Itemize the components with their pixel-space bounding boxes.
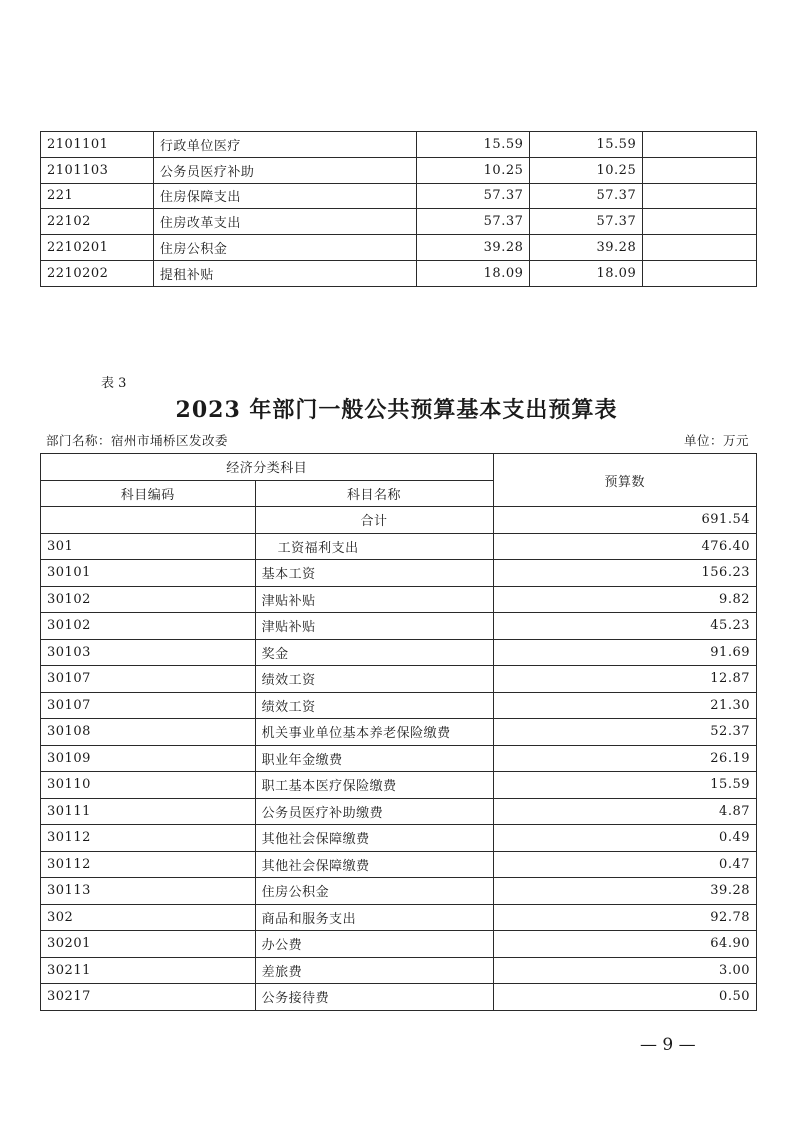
- table-row: [41, 157, 757, 183]
- header-code: 科目编码: [41, 480, 256, 507]
- total-amount: 691.54: [493, 507, 756, 534]
- project-cell: [643, 132, 757, 158]
- code-cell: 30102: [41, 613, 256, 640]
- amount-cell: 52.37: [493, 719, 756, 746]
- amount-cell: 0.49: [493, 825, 756, 852]
- table-row: [41, 878, 757, 905]
- amount-cell: 64.90: [493, 931, 756, 958]
- total-name: 合计: [255, 507, 493, 534]
- basic-cell: 18.09: [530, 260, 643, 286]
- table-row: [41, 260, 757, 286]
- table-row: [41, 904, 757, 931]
- table-row: [41, 745, 757, 772]
- name-cell: 其他社会保障缴费: [255, 851, 493, 878]
- header-economic-category: 经济分类科目: [41, 454, 494, 481]
- code-cell: 2210202: [41, 260, 154, 286]
- amount-cell: 0.47: [493, 851, 756, 878]
- total-cell: 57.37: [416, 209, 530, 235]
- table-row: [41, 825, 757, 852]
- name-cell: 住房改革支出: [153, 209, 416, 235]
- top-budget-table: [40, 131, 757, 287]
- table-row: [41, 692, 757, 719]
- table-row: [41, 957, 757, 984]
- table-row: [41, 183, 757, 209]
- code-cell: 30107: [41, 666, 256, 693]
- amount-cell: 9.82: [493, 586, 756, 613]
- project-cell: [643, 260, 757, 286]
- total-code: [41, 507, 256, 534]
- amount-cell: 12.87: [493, 666, 756, 693]
- name-cell: 绩效工资: [255, 692, 493, 719]
- name-cell: 绩效工资: [255, 666, 493, 693]
- name-cell: 职工基本医疗保险缴费: [255, 772, 493, 799]
- code-cell: 30102: [41, 586, 256, 613]
- project-cell: [643, 235, 757, 261]
- table-number: 表 3: [101, 376, 127, 391]
- basic-expenditure-table: [40, 453, 757, 1011]
- name-cell: 机关事业单位基本养老保险缴费: [255, 719, 493, 746]
- code-cell: 2101103: [41, 157, 154, 183]
- code-cell: 302: [41, 904, 256, 931]
- basic-cell: 10.25: [530, 157, 643, 183]
- amount-cell: 4.87: [493, 798, 756, 825]
- table-row: [41, 931, 757, 958]
- code-cell: 2210201: [41, 235, 154, 261]
- amount-cell: 39.28: [493, 878, 756, 905]
- table-row: [41, 132, 757, 158]
- department-label: 部门名称：宿州市埇桥区发改委: [46, 433, 229, 448]
- amount-cell: 0.50: [493, 984, 756, 1011]
- name-cell: 公务员医疗补助: [153, 157, 416, 183]
- amount-cell: 91.69: [493, 639, 756, 666]
- table-row: [41, 984, 757, 1011]
- code-cell: 30103: [41, 639, 256, 666]
- total-cell: 10.25: [416, 157, 530, 183]
- amount-cell: 156.23: [493, 560, 756, 587]
- table-row: [41, 639, 757, 666]
- basic-cell: 57.37: [530, 183, 643, 209]
- name-cell: 办公费: [255, 931, 493, 958]
- name-cell: 公务接待费: [255, 984, 493, 1011]
- table-row: [41, 772, 757, 799]
- code-cell: 22102: [41, 209, 154, 235]
- basic-cell: 15.59: [530, 132, 643, 158]
- name-cell: 基本工资: [255, 560, 493, 587]
- name-cell: 商品和服务支出: [255, 904, 493, 931]
- name-cell: 住房保障支出: [153, 183, 416, 209]
- name-cell: 住房公积金: [153, 235, 416, 261]
- table-row: [41, 560, 757, 587]
- amount-cell: 15.59: [493, 772, 756, 799]
- total-cell: 57.37: [416, 183, 530, 209]
- total-cell: 39.28: [416, 235, 530, 261]
- name-cell: 行政单位医疗: [153, 132, 416, 158]
- header-row-group: [41, 454, 757, 481]
- code-cell: 30110: [41, 772, 256, 799]
- project-cell: [643, 209, 757, 235]
- code-cell: 2101101: [41, 132, 154, 158]
- name-cell: 津贴补贴: [255, 613, 493, 640]
- code-cell: 30211: [41, 957, 256, 984]
- amount-cell: 21.30: [493, 692, 756, 719]
- project-cell: [643, 183, 757, 209]
- table-row: [41, 533, 757, 560]
- page-title: 2023 年部门一般公共预算基本支出预算表: [175, 397, 618, 423]
- table-row: [41, 586, 757, 613]
- table-row: [41, 235, 757, 261]
- basic-cell: 39.28: [530, 235, 643, 261]
- code-cell: 30201: [41, 931, 256, 958]
- amount-cell: 92.78: [493, 904, 756, 931]
- table-row: [41, 666, 757, 693]
- table-row: [41, 851, 757, 878]
- code-cell: 301: [41, 533, 256, 560]
- code-cell: 30109: [41, 745, 256, 772]
- amount-cell: 45.23: [493, 613, 756, 640]
- table-row: [41, 613, 757, 640]
- amount-cell: 26.19: [493, 745, 756, 772]
- code-cell: 30111: [41, 798, 256, 825]
- name-cell: 职业年金缴费: [255, 745, 493, 772]
- name-cell: 提租补贴: [153, 260, 416, 286]
- amount-cell: 476.40: [493, 533, 756, 560]
- code-cell: 30217: [41, 984, 256, 1011]
- project-cell: [643, 157, 757, 183]
- name-cell: 公务员医疗补助缴费: [255, 798, 493, 825]
- name-cell: 工资福利支出: [255, 533, 493, 560]
- unit-label: 单位：万元: [683, 433, 749, 448]
- name-cell: 差旅费: [255, 957, 493, 984]
- code-cell: 30113: [41, 878, 256, 905]
- code-cell: 30112: [41, 851, 256, 878]
- name-cell: 奖金: [255, 639, 493, 666]
- header-budget-amount: 预算数: [493, 454, 756, 507]
- total-row: [41, 507, 757, 534]
- page-number: — 9 —: [640, 1035, 696, 1055]
- code-cell: 30101: [41, 560, 256, 587]
- name-cell: 津贴补贴: [255, 586, 493, 613]
- amount-cell: 3.00: [493, 957, 756, 984]
- basic-cell: 57.37: [530, 209, 643, 235]
- code-cell: 30107: [41, 692, 256, 719]
- table-row: [41, 719, 757, 746]
- code-cell: 30112: [41, 825, 256, 852]
- code-cell: 30108: [41, 719, 256, 746]
- name-cell: 住房公积金: [255, 878, 493, 905]
- name-cell: 其他社会保障缴费: [255, 825, 493, 852]
- header-name: 科目名称: [255, 480, 493, 507]
- total-cell: 15.59: [416, 132, 530, 158]
- code-cell: 221: [41, 183, 154, 209]
- total-cell: 18.09: [416, 260, 530, 286]
- table-row: [41, 209, 757, 235]
- table-row: [41, 798, 757, 825]
